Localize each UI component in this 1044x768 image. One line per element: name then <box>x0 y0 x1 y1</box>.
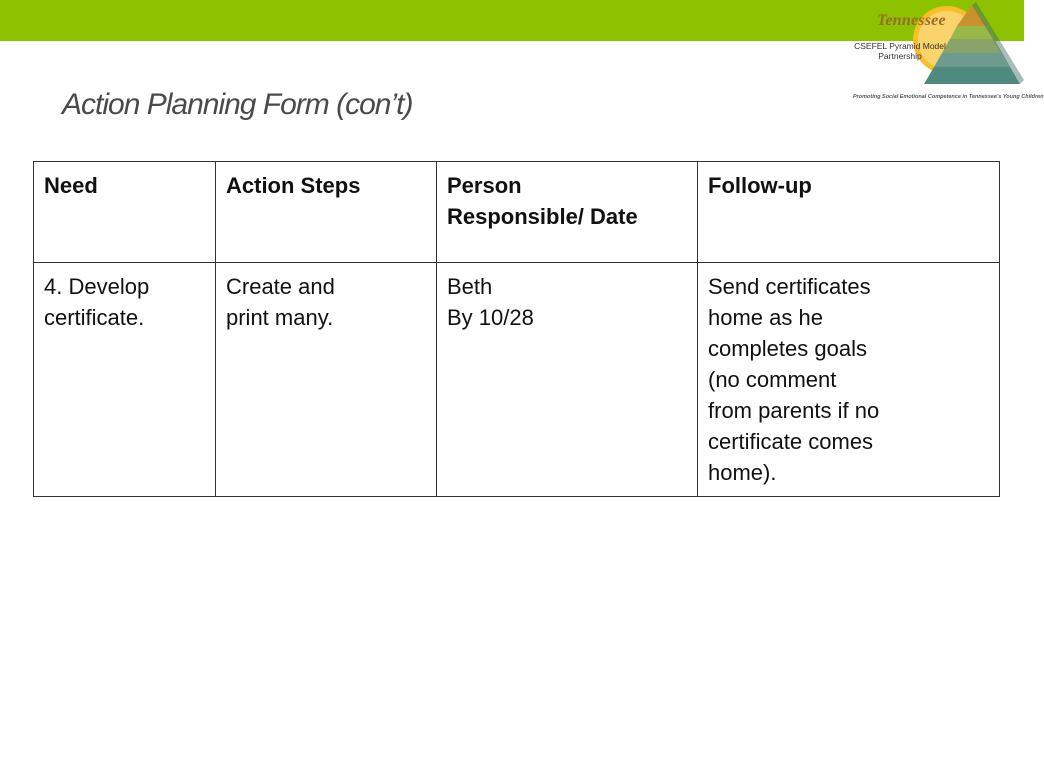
header-action-steps: Action Steps <box>216 162 437 263</box>
csefel-logo <box>845 0 1044 108</box>
header-need: Need <box>34 162 216 263</box>
table-header-row <box>34 162 1000 263</box>
header-person-responsible-date: Person Responsible/ Date <box>437 162 698 263</box>
cell-action-steps: Create and print many. <box>216 263 437 497</box>
cell-follow-up: Send certificates home as he completes goals (no comment from parents if no certificate comes home). <box>698 263 1000 497</box>
logo-organization-name: CSEFEL Pyramid Model Partnership <box>854 41 946 61</box>
cell-need: 4. Develop certificate. <box>34 263 216 497</box>
page-title: Action Planning Form (con’t) <box>62 88 413 121</box>
logo-state-text: Tennessee <box>877 12 946 29</box>
logo-tagline: Promoting Social Emotional Competence in Tennessee's Young Children <box>853 94 1044 100</box>
table-row <box>34 263 1000 497</box>
cell-person-responsible-date: Beth By 10/28 <box>437 263 698 497</box>
action-plan-table <box>33 161 1000 497</box>
header-follow-up: Follow-up <box>698 162 1000 263</box>
